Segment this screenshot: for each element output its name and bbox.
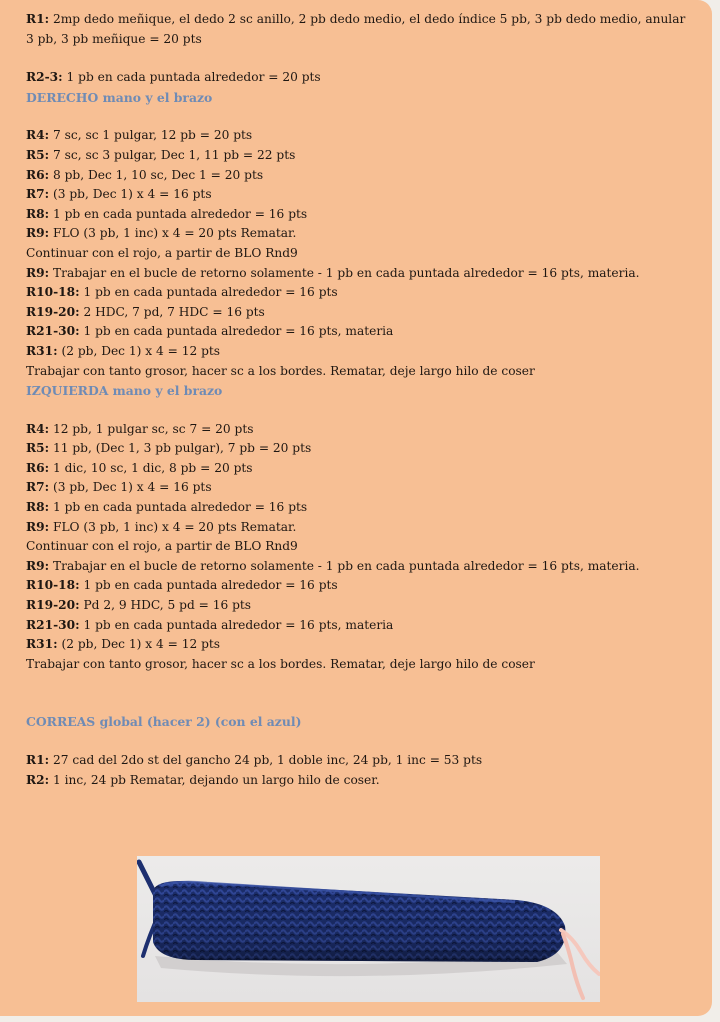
row-instructions: 1 pb en cada puntada alrededor = 16 pts (79, 285, 338, 300)
row-label: R21-30: (26, 617, 80, 632)
row-instructions: 7 sc, sc 1 pulgar, 12 pb = 20 pts (49, 128, 253, 143)
strap-photo (137, 856, 600, 1002)
pattern-row (26, 166, 696, 186)
row-instructions: 2mp dedo meñique, el dedo 2 sc anillo, 2 pb dedo medio, el dedo índice 5 pb, 3 pb dedo medio, anular 3 pb, 3 pb meñique = 20 pts (26, 12, 686, 46)
row-label: R2: (26, 772, 50, 787)
section-heading: IZQUIERDA mano y el brazo (26, 383, 223, 399)
row-instructions: 1 pb en cada puntada alrededor = 16 pts, materia (79, 324, 394, 339)
row-label: R9: (26, 558, 50, 573)
row-label: R1: (26, 12, 50, 26)
row-label: R21-30: (26, 324, 80, 339)
pattern-row (26, 146, 696, 166)
row-instructions: 27 cad del 2do st del gancho 24 pb, 1 doble inc, 24 pb, 1 inc = 53 pts (49, 753, 483, 767)
row-label: R7: (26, 480, 50, 495)
pattern-row (26, 537, 696, 557)
section-heading: CORREAS global (hacer 2) (con el azul) (26, 714, 302, 730)
pattern-text (26, 10, 696, 790)
row-instructions: 7 sc, sc 3 pulgar, Dec 1, 11 pb = 22 pts (49, 147, 296, 162)
pattern-row (26, 478, 696, 498)
row-instructions: 8 pb, Dec 1, 10 sc, Dec 1 = 20 pts (49, 167, 264, 182)
pattern-row (26, 751, 696, 771)
row-label: R10-18: (26, 285, 80, 300)
row-instructions: FLO (3 pb, 1 inc) x 4 = 20 pts Rematar. (49, 226, 297, 241)
row-instructions: 1 pb en cada puntada alrededor = 16 pts (79, 578, 338, 593)
row-label: R6: (26, 167, 50, 182)
row-label: R31: (26, 637, 58, 652)
row-instructions: (2 pb, Dec 1) x 4 = 12 pts (57, 637, 221, 652)
pattern-row (26, 420, 696, 440)
row-label: R5: (26, 147, 50, 162)
spacer (26, 401, 696, 420)
pattern-row (26, 362, 696, 382)
row-instructions: 1 pb en cada puntada alrededor = 16 pts (49, 206, 308, 221)
row-instructions: (3 pb, Dec 1) x 4 = 16 pts (49, 480, 212, 495)
row-instructions: 1 pb en cada puntada alrededor = 16 pts, materia (79, 617, 394, 632)
row-instructions: 1 dic, 10 sc, 1 dic, 8 pb = 20 pts (49, 460, 253, 475)
section-heading: DERECHO mano y el brazo (26, 89, 213, 105)
pattern-row (26, 635, 696, 655)
row-instructions: 2 HDC, 7 pd, 7 HDC = 16 pts (79, 304, 265, 319)
row-label: R7: (26, 187, 50, 202)
row-instructions: 1 pb en cada puntada alrededor = 16 pts (49, 500, 308, 515)
pattern-row (26, 68, 696, 88)
pattern-row (26, 283, 696, 303)
pattern-row (26, 616, 696, 636)
row-instructions: (3 pb, Dec 1) x 4 = 16 pts (49, 187, 212, 202)
row-instructions: Trabajar en el bucle de retorno solamente - 1 pb en cada puntada alrededor = 16 pts, materia. (49, 265, 640, 280)
spacer (26, 732, 696, 751)
row-label: R19-20: (26, 598, 80, 613)
pattern-row (26, 224, 696, 244)
row-instructions: (2 pb, Dec 1) x 4 = 12 pts (57, 343, 221, 358)
pattern-row (26, 771, 696, 791)
row-instructions: Trabajar con tanto grosor, hacer sc a los bordes. Rematar, deje largo hilo de coser (26, 363, 535, 378)
pattern-row (26, 303, 696, 323)
row-instructions: 11 pb, (Dec 1, 3 pb pulgar), 7 pb = 20 pts (49, 441, 312, 456)
row-label: R9: (26, 265, 50, 280)
spacer (26, 49, 696, 68)
pattern-row (26, 244, 696, 264)
pattern-row (26, 596, 696, 616)
pattern-row (26, 459, 696, 479)
row-label: R9: (26, 226, 50, 241)
row-label: R2-3: (26, 70, 63, 85)
row-instructions: Trabajar con tanto grosor, hacer sc a los bordes. Rematar, deje largo hilo de coser (26, 656, 535, 671)
pattern-row (26, 576, 696, 596)
pattern-row (26, 185, 696, 205)
row-instructions: Continuar con el rojo, a partir de BLO Rnd9 (26, 245, 298, 260)
row-label: R9: (26, 519, 50, 534)
pattern-row (26, 498, 696, 518)
row-label: R8: (26, 500, 50, 515)
row-instructions: 12 pb, 1 pulgar sc, sc 7 = 20 pts (49, 421, 254, 436)
row-label: R8: (26, 206, 50, 221)
pattern-row (26, 439, 696, 459)
row-instructions: FLO (3 pb, 1 inc) x 4 = 20 pts Rematar. (49, 519, 297, 534)
pattern-row (26, 205, 696, 225)
pattern-row (26, 342, 696, 362)
row-label: R4: (26, 421, 50, 436)
pattern-row (26, 518, 696, 538)
row-instructions: Continuar con el rojo, a partir de BLO Rnd9 (26, 539, 298, 554)
pattern-row (26, 126, 696, 146)
pattern-row (26, 10, 696, 49)
row-label: R31: (26, 343, 58, 358)
pattern-row (26, 322, 696, 342)
pattern-row (26, 655, 696, 675)
yarn-tail-right (561, 930, 599, 974)
row-instructions: 1 inc, 24 pb Rematar, dejando un largo hilo de coser. (49, 772, 380, 787)
crochet-strap-image (137, 856, 600, 1002)
row-instructions: 1 pb en cada puntada alrededor = 20 pts (62, 70, 321, 85)
row-label: R6: (26, 460, 50, 475)
row-label: R5: (26, 441, 50, 456)
row-instructions: Pd 2, 9 HDC, 5 pd = 16 pts (79, 598, 252, 613)
row-instructions: Trabajar en el bucle de retorno solamente - 1 pb en cada puntada alrededor = 16 pts, materia. (49, 558, 640, 573)
row-label: R4: (26, 128, 50, 143)
pattern-row (26, 557, 696, 577)
row-label: R19-20: (26, 304, 80, 319)
row-label: R10-18: (26, 578, 80, 593)
row-label: R1: (26, 753, 50, 767)
spacer (26, 107, 696, 126)
pattern-row (26, 264, 696, 284)
spacer (26, 674, 696, 712)
